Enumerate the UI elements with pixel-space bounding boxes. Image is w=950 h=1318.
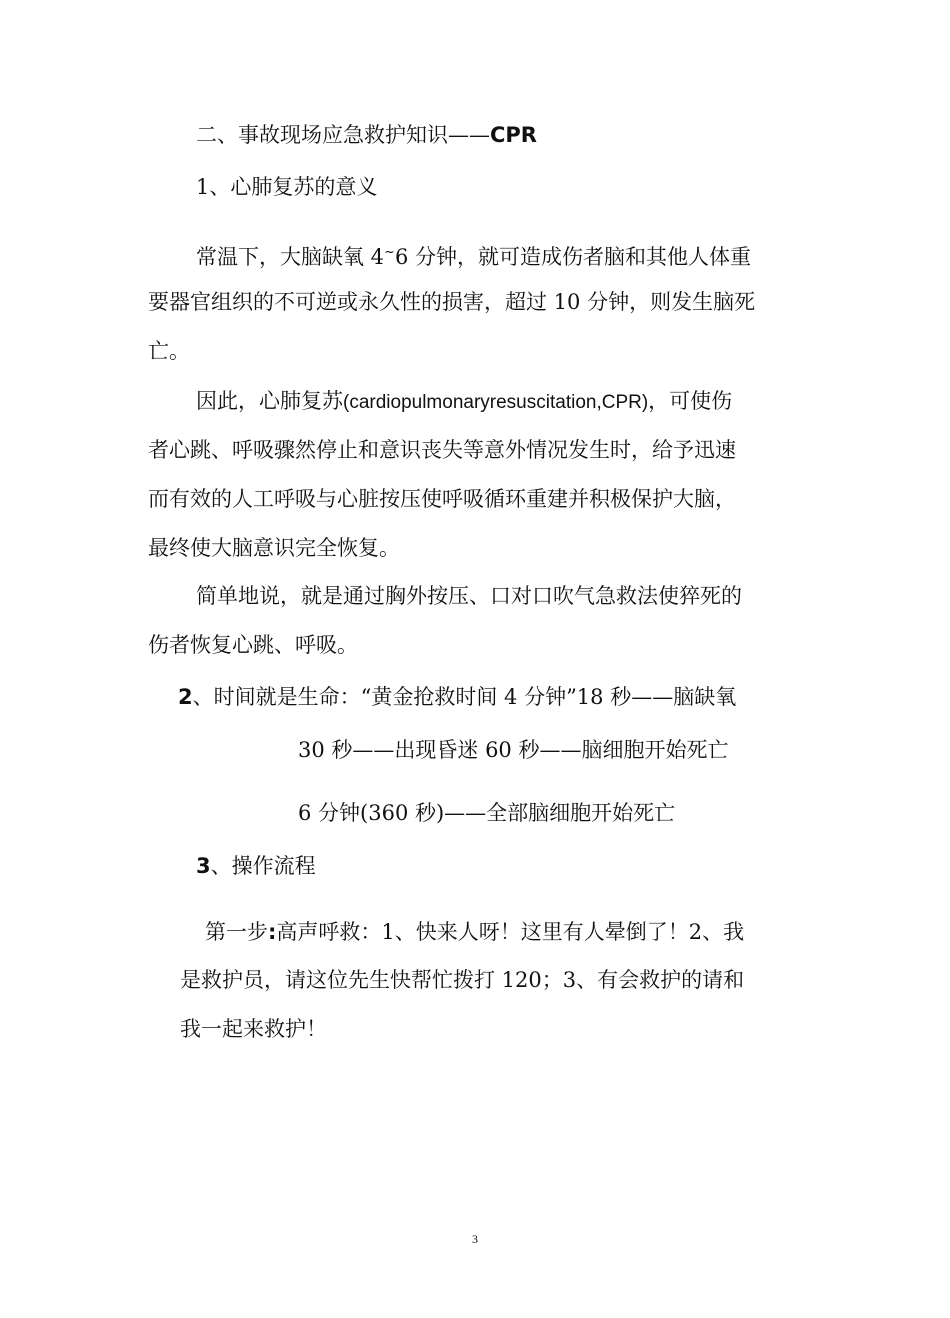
page-number: 3 [472,1232,478,1246]
subsection-title-1: 1、心肺复苏的意义 [196,175,378,199]
step-1-line-3: 我一起来救护！ [180,1017,327,1041]
section-2-line-3: 6 分钟(360 秒)——全部脑细胞开始死亡 [298,801,676,825]
paragraph-2-line-3: 而有效的人工呼吸与心脏按压使呼吸循环重建并积极保护大脑， [148,487,736,511]
paragraph-2-line-1: 因此，心肺复苏(cardiopulmonaryresuscitation,CPR)，可使伤 [196,389,733,413]
step-1-line-2: 是救护员，请这位先生快帮忙拨打 120；3、有会救护的请和 [180,968,745,992]
paragraph-2-line-4: 最终使大脑意识完全恢复。 [148,536,400,560]
paragraph-1-line-3: 亡。 [148,339,190,363]
paragraph-1-line-2: 要器官组织的不可逆或永久性的损害，超过 10 分钟，则发生脑死 [148,290,756,314]
section-heading: 二、事故现场应急救护知识——CPR [196,123,537,147]
section-2-line-2: 30 秒——出现昏迷 60 秒——脑细胞开始死亡 [298,738,729,762]
paragraph-2-line-2: 者心跳、呼吸骤然停止和意识丧失等意外情况发生时，给予迅速 [148,438,736,462]
paragraph-3-line-1: 简单地说，就是通过胸外按压、口对口吹气急救法使猝死的 [196,584,742,608]
paragraph-3-line-2: 伤者恢复心跳、呼吸。 [148,633,358,657]
section-2-line-1: 2、时间就是生命：“黄金抢救时间 4 分钟”18 秒——脑缺氧 [178,685,737,709]
section-3-title: 3、操作流程 [196,854,316,878]
paragraph-1-line-1: 常温下，大脑缺氧 4~6 分钟，就可造成伤者脑和其他人体重 [196,245,751,269]
step-1-line-1: 第一步:高声呼救：1、快来人呀！这里有人晕倒了！2、我 [205,920,745,944]
